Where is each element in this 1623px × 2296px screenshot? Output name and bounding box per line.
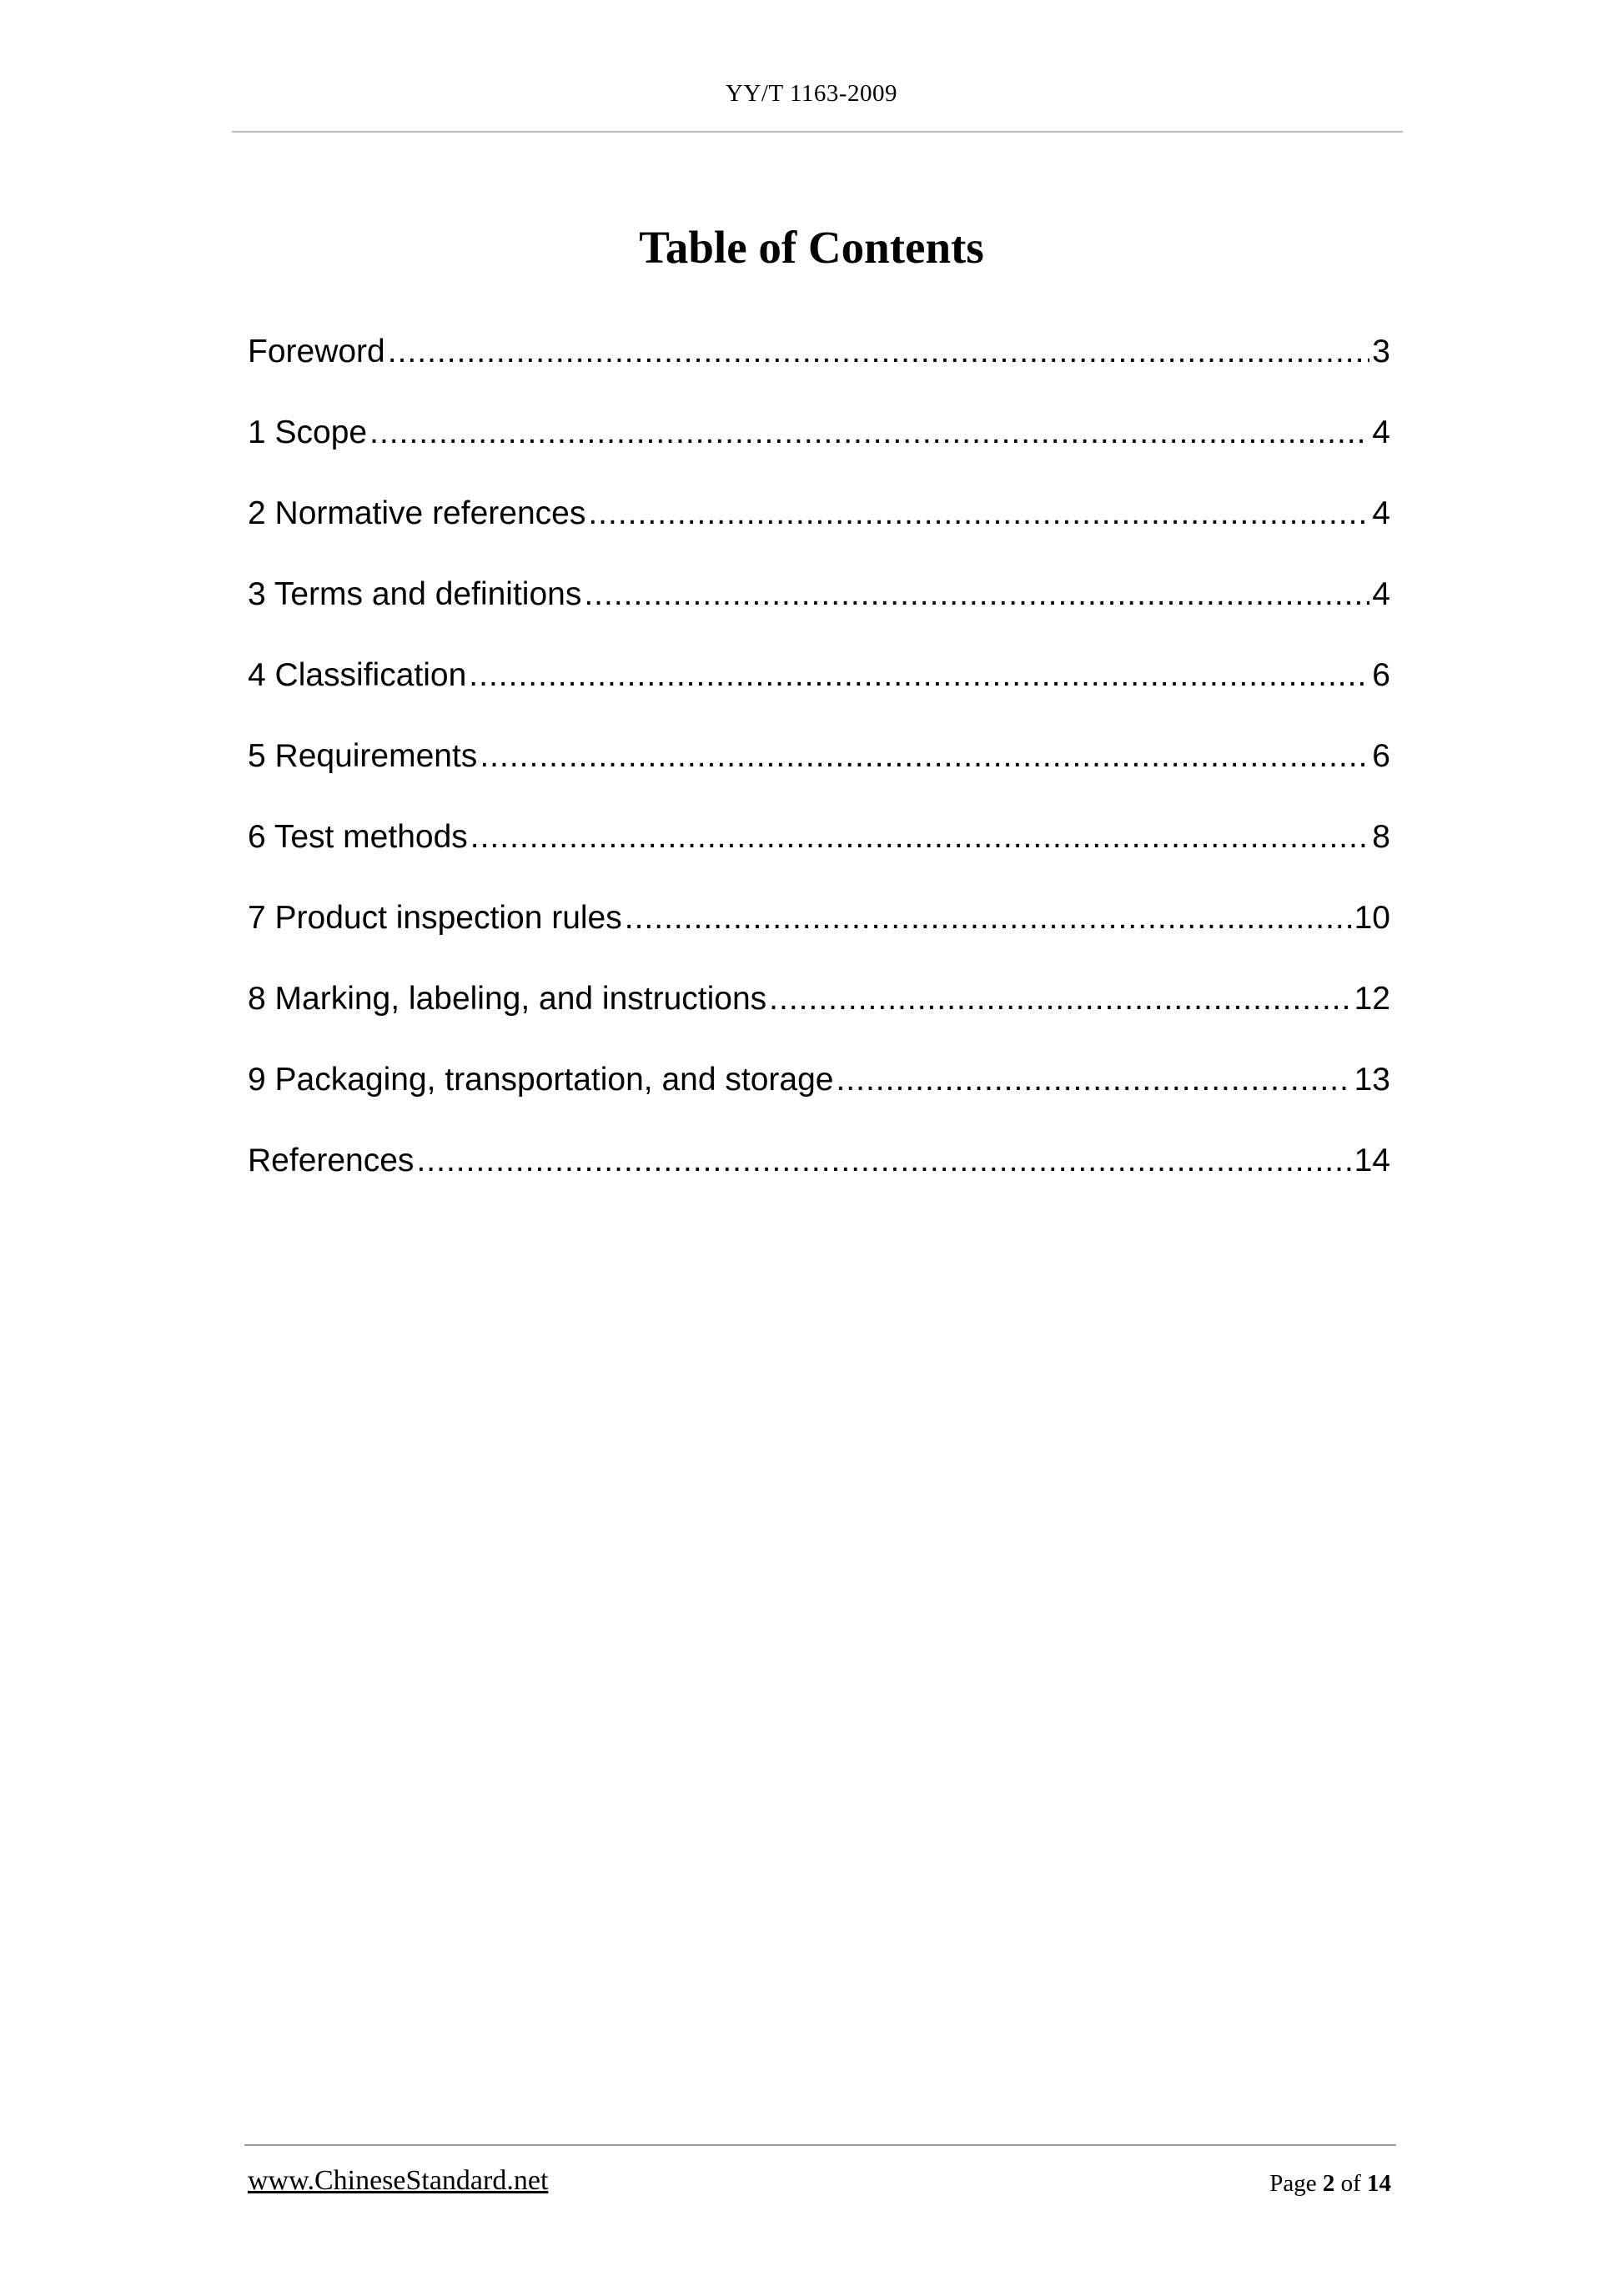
toc-entry-terms-and-definitions[interactable] bbox=[248, 573, 1390, 654]
toc-entry-page-number: 4 bbox=[1372, 495, 1390, 531]
toc-entry-classification[interactable] bbox=[248, 654, 1390, 735]
toc-entry-product-inspection-rules[interactable] bbox=[248, 897, 1390, 977]
toc-dot-leader bbox=[369, 411, 1369, 455]
toc-dot-leader bbox=[470, 816, 1370, 859]
toc-entry-page-number: 10 bbox=[1354, 900, 1390, 936]
toc-entry-label: 4 Classification bbox=[248, 657, 467, 693]
toc-entry-packaging-transportation-storage[interactable] bbox=[248, 1058, 1390, 1139]
toc-entry-page-number: 6 bbox=[1372, 657, 1390, 693]
toc-dot-leader bbox=[416, 1139, 1351, 1183]
toc-entry-label: 8 Marking, labeling, and instructions bbox=[248, 981, 767, 1017]
toc-entry-label: 6 Test methods bbox=[248, 819, 468, 855]
table-of-contents bbox=[248, 330, 1390, 1220]
toc-entry-label: Foreword bbox=[248, 334, 385, 369]
toc-entry-page-number: 3 bbox=[1372, 334, 1390, 369]
current-page-number: 2 bbox=[1322, 2170, 1335, 2197]
total-page-count: 14 bbox=[1367, 2170, 1391, 2197]
toc-entry-label: References bbox=[248, 1143, 415, 1178]
toc-dot-leader bbox=[388, 330, 1370, 374]
toc-entry-scope[interactable] bbox=[248, 411, 1390, 492]
toc-entry-label: 7 Product inspection rules bbox=[248, 900, 622, 936]
toc-entry-marking-labeling-instructions[interactable] bbox=[248, 977, 1390, 1058]
page-title: Table of Contents bbox=[639, 221, 984, 273]
toc-entry-page-number: 4 bbox=[1372, 414, 1390, 450]
toc-entry-label: 1 Scope bbox=[248, 414, 368, 450]
toc-dot-leader bbox=[584, 573, 1369, 616]
toc-entry-page-number: 8 bbox=[1372, 819, 1390, 855]
toc-entry-label: 5 Requirements bbox=[248, 738, 478, 774]
toc-entry-page-number: 14 bbox=[1354, 1143, 1390, 1178]
toc-dot-leader bbox=[588, 492, 1369, 535]
toc-entry-references[interactable] bbox=[248, 1139, 1390, 1220]
toc-entry-label: 9 Packaging, transportation, and storage bbox=[248, 1062, 834, 1098]
toc-entry-normative-references[interactable] bbox=[248, 492, 1390, 573]
of-word: of bbox=[1340, 2170, 1361, 2197]
toc-dot-leader bbox=[769, 977, 1351, 1021]
toc-entry-test-methods[interactable] bbox=[248, 816, 1390, 897]
toc-entry-foreword[interactable] bbox=[248, 330, 1390, 411]
toc-entry-page-number: 4 bbox=[1372, 576, 1390, 612]
toc-dot-leader bbox=[480, 735, 1369, 778]
toc-entry-label: 2 Normative references bbox=[248, 495, 586, 531]
toc-entry-requirements[interactable] bbox=[248, 735, 1390, 816]
document-code-header: YY/T 1163-2009 bbox=[726, 80, 897, 107]
toc-dot-leader bbox=[625, 897, 1352, 940]
toc-entry-label: 3 Terms and definitions bbox=[248, 576, 582, 612]
page-number-indicator bbox=[1269, 2170, 1391, 2198]
toc-entry-page-number: 12 bbox=[1354, 981, 1390, 1017]
toc-entry-page-number: 13 bbox=[1354, 1062, 1390, 1098]
page-word: Page bbox=[1269, 2170, 1317, 2197]
footer-divider bbox=[244, 2144, 1396, 2146]
toc-dot-leader bbox=[836, 1058, 1351, 1102]
header-divider bbox=[232, 131, 1403, 133]
toc-dot-leader bbox=[469, 654, 1369, 697]
toc-entry-page-number: 6 bbox=[1372, 738, 1390, 774]
website-link[interactable]: www.ChineseStandard.net bbox=[248, 2165, 549, 2196]
